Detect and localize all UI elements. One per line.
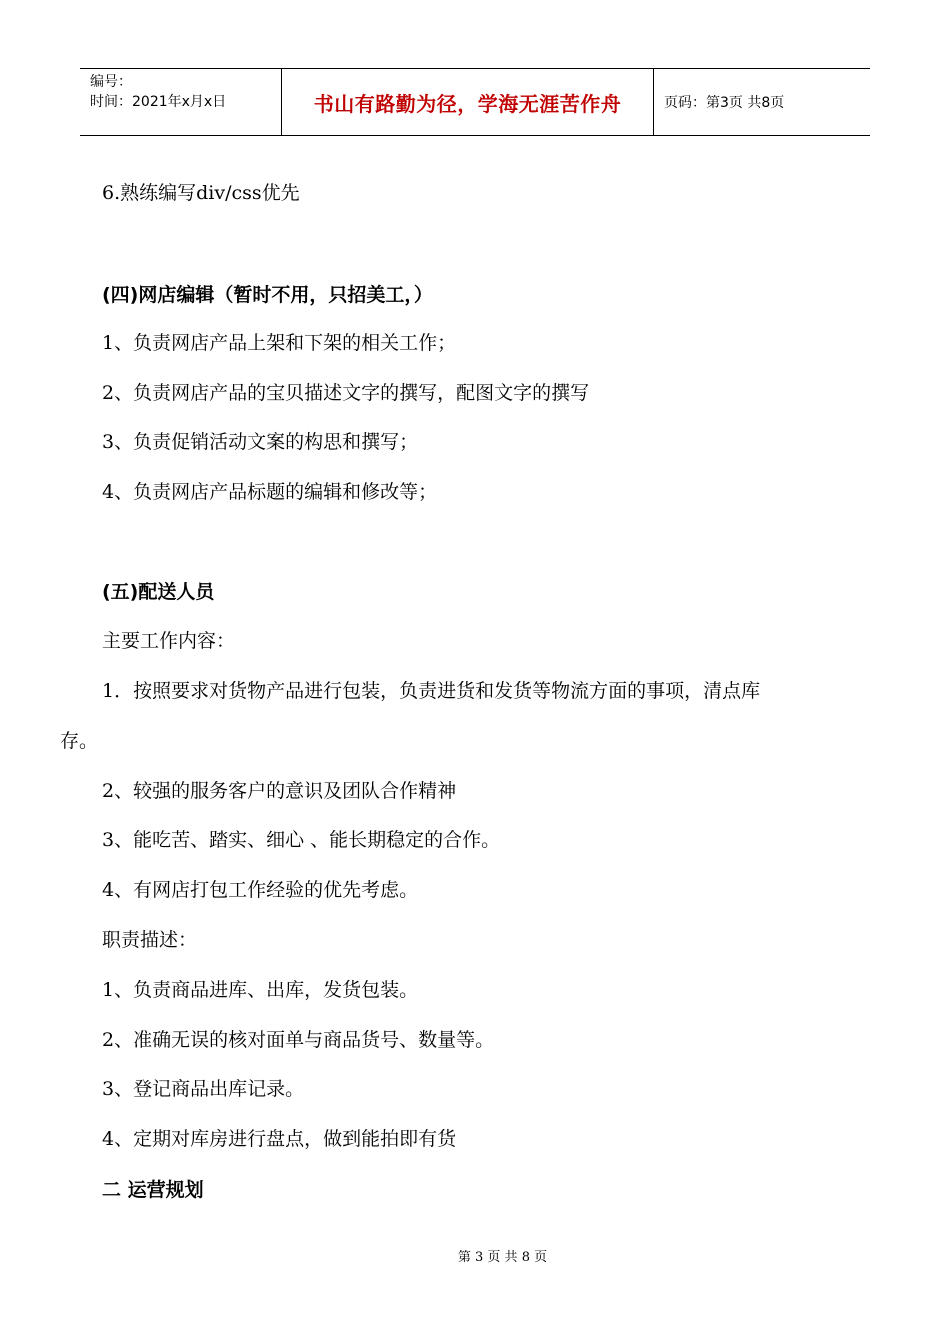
body-line: 主要工作内容： [102, 630, 236, 652]
body-line: 1．按照要求对货物产品进行包装，负责进货和发货等物流方面的事项，清点库 [102, 680, 761, 702]
body-line: 6.熟练编写div/css优先 [102, 182, 300, 204]
header-left-cell [80, 69, 282, 135]
header-motto: 书山有路勤为径，学海无涯苦作舟 [282, 69, 654, 135]
doc-time-label: 时间：2021年x月x日 [90, 94, 227, 110]
header-page-label: 页码：第3页 共8页 [664, 95, 785, 111]
page-footer: 第 3 页 共 8 页 [457, 1250, 548, 1265]
body-line: 4、定期对库房进行盘点，做到能拍即有货 [102, 1128, 457, 1150]
doc-number-label: 编号： [90, 74, 132, 90]
body-line: 2、较强的服务客户的意识及团队合作精神 [102, 780, 457, 802]
section-heading-4: (四)网店编辑（暂时不用，只招美工，） [102, 284, 433, 306]
section-heading-5: (五)配送人员 [102, 581, 215, 603]
page-header [80, 68, 870, 136]
body-line: 2、负责网店产品的宝贝描述文字的撰写，配图文字的撰写 [102, 382, 590, 404]
body-line: 4、负责网店产品标题的编辑和修改等； [102, 481, 438, 503]
body-line: 4、有网店打包工作经验的优先考虑。 [102, 879, 419, 901]
body-line: 1、负责商品进库、出库，发货包装。 [102, 979, 419, 1001]
body-line: 3、负责促销活动文案的构思和撰写； [102, 431, 419, 453]
body-line-continued: 存。 [60, 730, 99, 752]
body-line: 职责描述： [102, 929, 198, 951]
body-line: 1、负责网店产品上架和下架的相关工作； [102, 332, 457, 354]
section-heading-2: 二 运营规划 [102, 1179, 204, 1201]
body-line: 3、能吃苦、踏实、细心 、能长期稳定的合作。 [102, 829, 501, 851]
body-line: 2、准确无误的核对面单与商品货号、数量等。 [102, 1029, 495, 1051]
body-line: 3、登记商品出库记录。 [102, 1078, 305, 1100]
